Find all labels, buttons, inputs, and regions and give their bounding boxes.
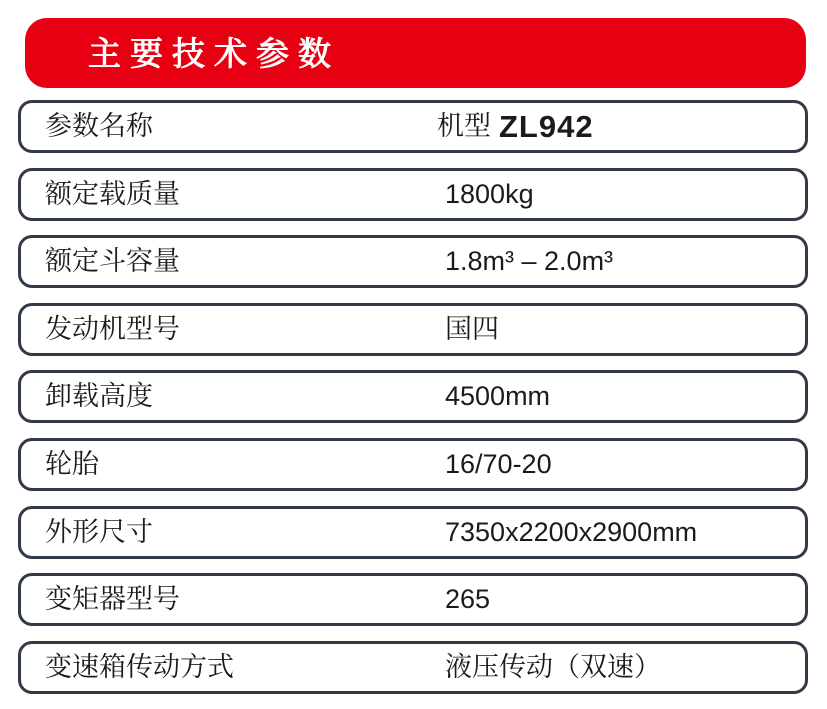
spec-row-value — [437, 644, 661, 691]
spec-row — [18, 168, 808, 221]
spec-row — [18, 573, 808, 626]
spec-row-label: 额定载质量 — [45, 178, 180, 209]
spec-row-value-model: ZL942 — [499, 109, 594, 144]
spec-row-value-prefix: 机型 — [437, 111, 491, 141]
spec-row-value-text: 国四 — [445, 313, 499, 344]
spec-row — [18, 438, 808, 491]
spec-row-label: 外形尺寸 — [45, 516, 153, 547]
spec-row-value-text: 1.8m³ – 2.0m³ — [445, 246, 614, 277]
spec-row — [18, 370, 808, 423]
spec-row-value-text: 16/70-20 — [445, 448, 552, 479]
spec-row-value-text: 1800kg — [445, 178, 534, 209]
spec-row-value-text: 7350x2200x2900mm — [445, 516, 698, 547]
spec-row — [18, 506, 808, 559]
spec-row-value — [437, 441, 552, 488]
spec-row-value — [437, 103, 594, 150]
spec-row-value — [437, 576, 490, 623]
spec-row-label: 变矩器型号 — [45, 584, 180, 615]
spec-row-label: 额定斗容量 — [45, 246, 180, 277]
spec-table — [18, 100, 808, 694]
spec-row-value — [437, 373, 550, 420]
spec-row-value-text: 265 — [445, 584, 491, 615]
spec-row-value-text: 4500mm — [445, 381, 551, 412]
spec-row — [18, 303, 808, 356]
spec-row-label: 发动机型号 — [45, 313, 180, 344]
section-title: 主要技术参数 — [88, 34, 340, 72]
spec-row-label: 参数名称 — [45, 111, 153, 141]
spec-row-value-text: 液压传动（双速） — [445, 651, 661, 682]
spec-row-value — [437, 171, 534, 218]
spec-row-label: 卸载高度 — [45, 381, 153, 412]
spec-row-label: 变速箱传动方式 — [45, 651, 234, 682]
spec-row — [18, 235, 808, 288]
spec-row-label: 轮胎 — [45, 448, 99, 479]
spec-row-value — [437, 509, 697, 556]
spec-row — [18, 100, 808, 153]
section-banner — [25, 18, 806, 88]
spec-row-value — [437, 306, 499, 353]
spec-row — [18, 641, 808, 694]
spec-row-value — [437, 238, 613, 285]
